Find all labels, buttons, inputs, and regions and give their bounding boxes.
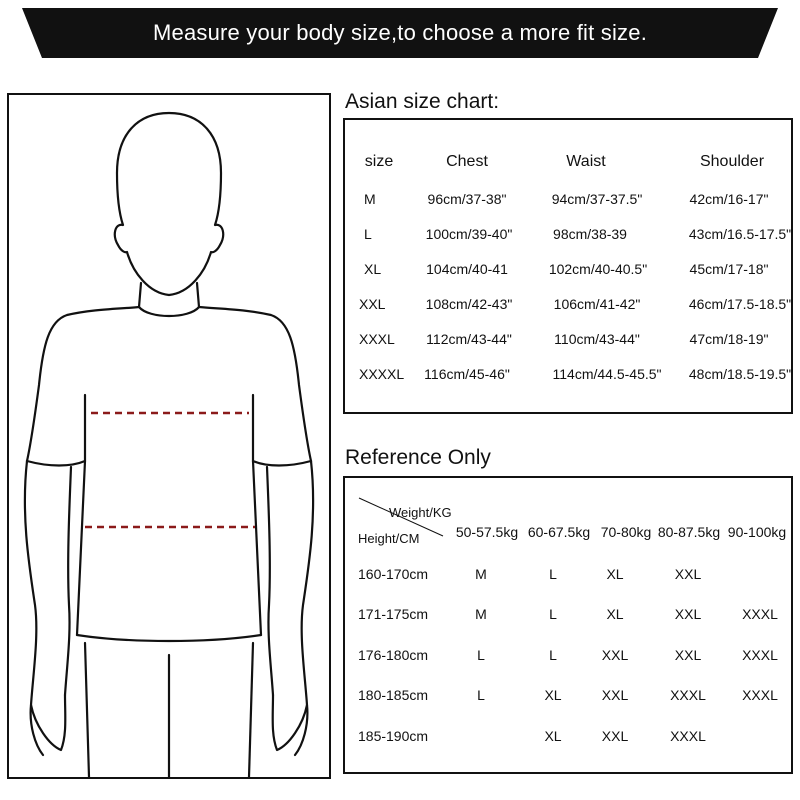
size-cell: XXXXL xyxy=(359,366,405,382)
chest-cell: 100cm/39-40" xyxy=(425,226,513,242)
size-cell: XXL xyxy=(359,296,386,312)
size-cell: XXL xyxy=(601,647,629,663)
waist-cell: 98cm/38-39 xyxy=(553,226,627,242)
corner-height-label: Height/CM xyxy=(358,531,420,546)
size-cell: XXXL xyxy=(670,687,706,703)
chest-cell: 112cm/43-44" xyxy=(426,331,512,347)
asian-size-table xyxy=(343,118,793,414)
size-cell: XXL xyxy=(674,606,702,622)
weight-header: 50-57.5kg xyxy=(455,524,519,540)
height-cell: 160-170cm xyxy=(358,566,429,582)
size-cell: XXXL xyxy=(742,606,778,622)
header-chest: Chest xyxy=(446,153,488,170)
body-figure-illustration xyxy=(7,93,331,779)
size-cell: XXXL xyxy=(670,728,706,744)
size-cell: L xyxy=(364,226,372,242)
size-cell: L xyxy=(549,647,557,663)
top-banner xyxy=(22,8,778,58)
size-cell: XL xyxy=(606,606,624,622)
weight-header: 80-87.5kg xyxy=(657,524,721,540)
shoulder-cell: 42cm/16-17" xyxy=(689,191,769,207)
size-cell: XL xyxy=(544,687,562,703)
size-cell: XL xyxy=(606,566,624,582)
height-cell: 185-190cm xyxy=(358,728,429,744)
size-cell: XXXL xyxy=(742,647,778,663)
size-cell: XXL xyxy=(601,687,629,703)
shoulder-cell: 46cm/17.5-18.5" xyxy=(688,296,792,312)
reference-table xyxy=(343,476,793,774)
size-cell: L xyxy=(477,687,485,703)
waist-cell: 106cm/41-42" xyxy=(553,296,641,312)
size-cell: XXL xyxy=(674,647,702,663)
size-cell: L xyxy=(549,606,557,622)
size-cell: XXL xyxy=(601,728,629,744)
header-size: size xyxy=(364,153,394,170)
height-cell: 180-185cm xyxy=(358,687,429,703)
chest-cell: 104cm/40-41 xyxy=(426,261,508,277)
shoulder-cell: 48cm/18.5-19.5" xyxy=(688,366,792,382)
person-outline-image xyxy=(9,95,329,777)
measure-lines xyxy=(85,413,255,527)
chest-cell: 96cm/37-38" xyxy=(427,191,507,207)
chest-cell: 116cm/45-46" xyxy=(424,366,510,382)
height-cell: 176-180cm xyxy=(358,647,429,663)
size-cell: M xyxy=(475,566,487,582)
size-cell: M xyxy=(364,191,376,207)
size-cell: XXXL xyxy=(742,687,778,703)
size-cell: XXXL xyxy=(359,331,395,347)
chest-cell: 108cm/42-43" xyxy=(425,296,513,312)
size-cell: L xyxy=(549,566,557,582)
waist-cell: 102cm/40-40.5" xyxy=(548,261,648,277)
banner-text: Measure your body size,to choose a more fit size. xyxy=(152,20,648,45)
header-waist: Waist xyxy=(566,153,606,170)
weight-header: 90-100kg xyxy=(727,524,787,540)
header-shoulder: Shoulder xyxy=(699,153,765,170)
asian-size-chart-title: Asian size chart: xyxy=(345,90,500,113)
shoulder-cell: 43cm/16.5-17.5" xyxy=(688,226,792,242)
shoulder-cell: 47cm/18-19" xyxy=(689,331,769,347)
size-cell: XL xyxy=(364,261,382,277)
weight-header: 70-80kg xyxy=(600,524,652,540)
corner-weight-label: Weight/KG xyxy=(389,505,452,520)
waist-cell: 110cm/43-44" xyxy=(554,331,640,347)
weight-header: 60-67.5kg xyxy=(527,524,591,540)
height-cell: 171-175cm xyxy=(358,606,429,622)
size-cell: XXL xyxy=(674,566,702,582)
waist-cell: 114cm/44.5-45.5" xyxy=(552,366,662,382)
shoulder-cell: 45cm/17-18" xyxy=(689,261,769,277)
waist-cell: 94cm/37-37.5" xyxy=(551,191,643,207)
reference-title: Reference Only xyxy=(345,446,491,469)
size-cell: XL xyxy=(544,728,562,744)
size-cell: L xyxy=(477,647,485,663)
size-cell: M xyxy=(475,606,487,622)
